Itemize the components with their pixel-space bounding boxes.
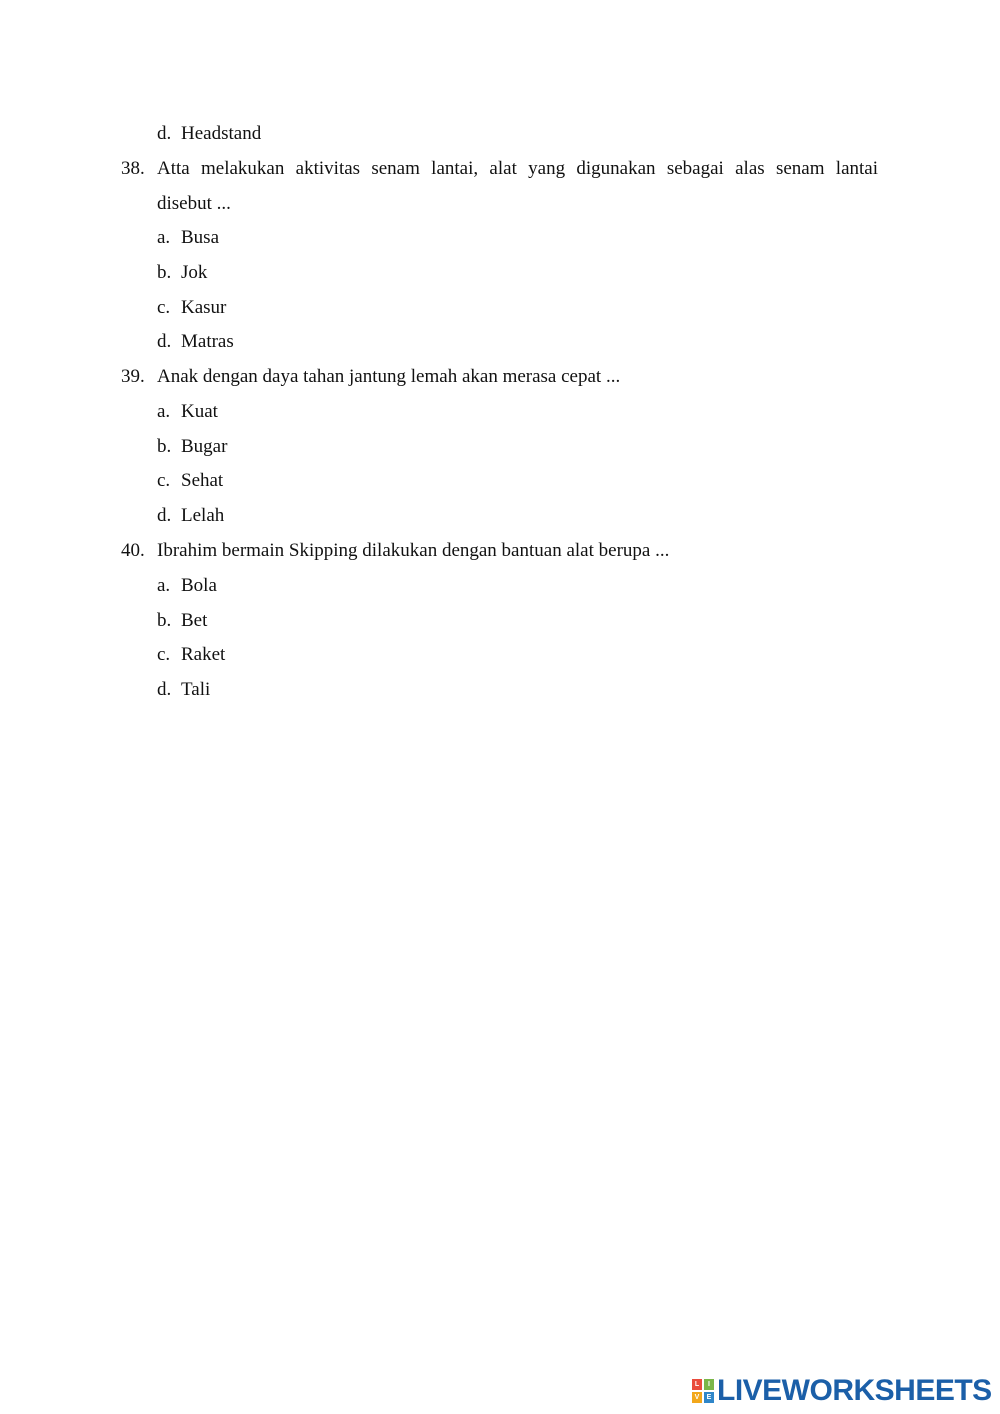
- logo-icon-square-v: V: [692, 1392, 702, 1403]
- option-text: Matras: [181, 331, 234, 352]
- option-text: Bugar: [181, 436, 228, 457]
- question-40-option-c: [157, 645, 225, 664]
- question-38-option-d: [157, 332, 234, 351]
- option-letter: d.: [157, 505, 172, 526]
- option-letter: b.: [157, 610, 172, 631]
- option-text: Kuat: [181, 401, 218, 422]
- option-text: Jok: [181, 262, 208, 283]
- option-d-prev: [157, 124, 261, 143]
- question-text: Ibrahim bermain Skipping dilakukan dengan bantuan alat berupa ...: [157, 540, 670, 561]
- question-38-option-c: [157, 298, 226, 317]
- option-letter: a.: [157, 575, 171, 596]
- option-text: Headstand: [181, 123, 262, 144]
- option-letter: a.: [157, 227, 171, 248]
- question-number: 40.: [121, 540, 145, 561]
- option-text: Sehat: [181, 470, 224, 491]
- logo-icon-square-i: I: [704, 1379, 714, 1390]
- question-38-option-b: [157, 263, 207, 282]
- question-40-option-d: [157, 680, 210, 699]
- question-38-text-line2: disebut ...: [157, 193, 231, 214]
- option-text: Tali: [181, 679, 211, 700]
- question-39-option-a: [157, 402, 218, 421]
- option-text: Kasur: [181, 297, 227, 318]
- question-number: 39.: [121, 366, 145, 387]
- option-letter: c.: [157, 644, 171, 665]
- option-text: Raket: [181, 644, 226, 665]
- option-letter: c.: [157, 297, 171, 318]
- question-40-option-a: [157, 576, 217, 595]
- liveworksheets-logo-text: LIVEWORKSHEETS: [717, 1374, 992, 1407]
- question-39-option-d: [157, 506, 224, 525]
- option-letter: b.: [157, 262, 172, 283]
- option-letter: d.: [157, 331, 172, 352]
- question-number: 38.: [121, 158, 145, 179]
- logo-icon-square-e: E: [704, 1392, 714, 1403]
- option-text: Lelah: [181, 505, 225, 526]
- option-letter: d.: [157, 679, 172, 700]
- option-letter: b.: [157, 436, 172, 457]
- question-39-option-c: [157, 471, 223, 490]
- question-text: Anak dengan daya tahan jantung lemah akan merasa cepat ...: [157, 366, 621, 387]
- logo-icon-square-l: L: [692, 1379, 702, 1390]
- option-letter: c.: [157, 470, 171, 491]
- option-text: Busa: [181, 227, 219, 248]
- question-40-option-b: [157, 611, 207, 630]
- question-39-option-b: [157, 437, 227, 456]
- option-text: Bola: [181, 575, 217, 596]
- option-letter: d.: [157, 123, 172, 144]
- liveworksheets-logo-icon: [692, 1379, 714, 1403]
- question-38-option-a: [157, 228, 219, 247]
- option-letter: a.: [157, 401, 171, 422]
- option-text: Bet: [181, 610, 208, 631]
- question-text-line1: Atta melakukan aktivitas senam lantai, alat yang digunakan sebagai alas senam lantai: [157, 158, 878, 179]
- liveworksheets-logo[interactable]: [692, 1376, 992, 1406]
